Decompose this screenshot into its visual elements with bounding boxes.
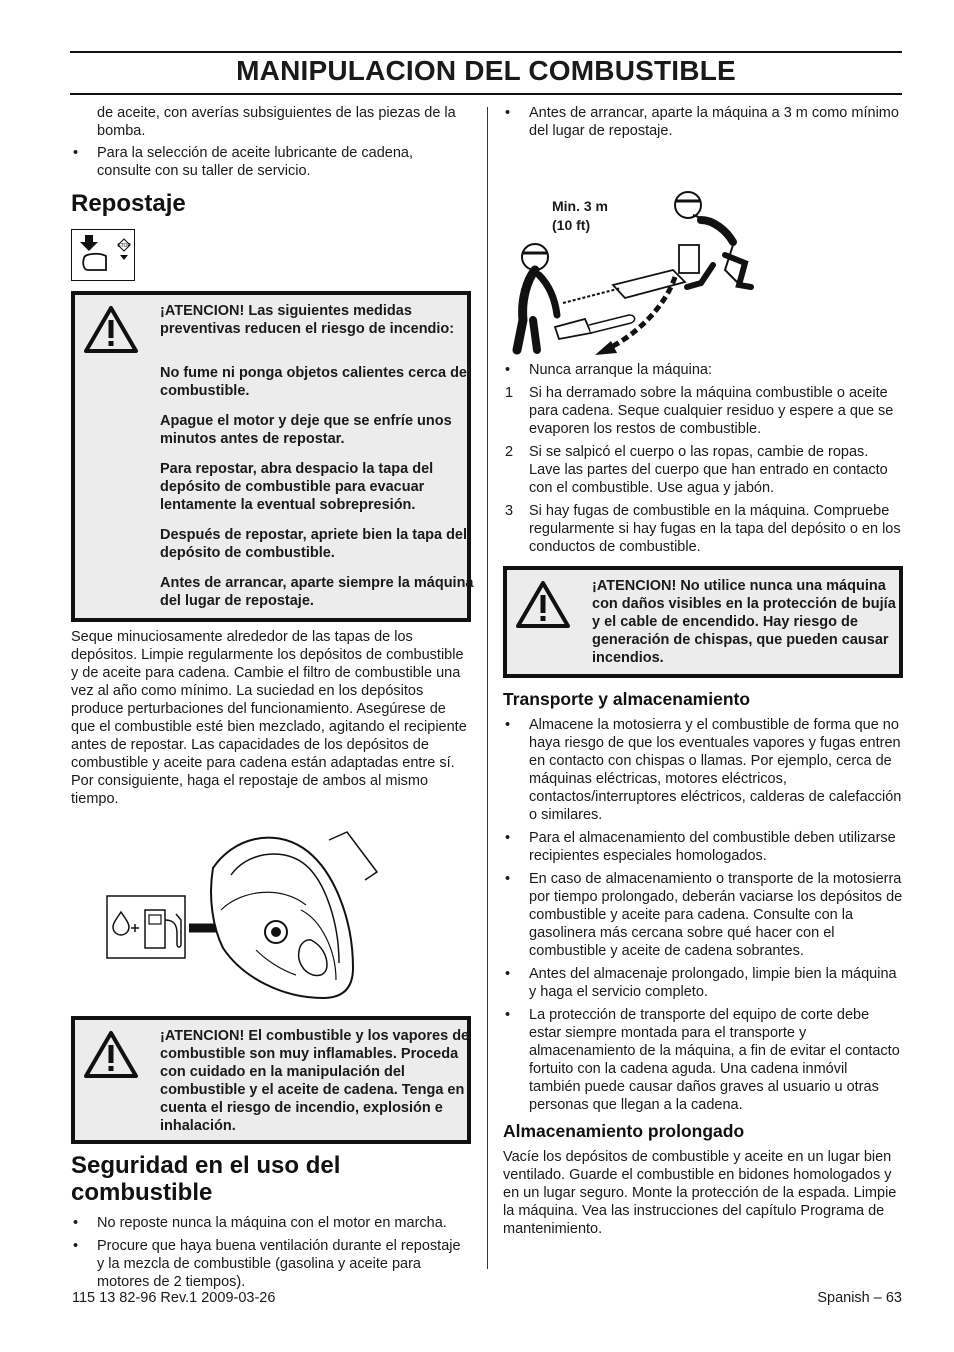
page-title: MANIPULACION DEL COMBUSTIBLE	[236, 55, 736, 86]
warning-triangle-icon	[515, 580, 571, 630]
warning-item: No fume ni ponga objetos calientes cerca del combustible.	[160, 365, 472, 399]
list-item: • Procure que haya buena ventilación durante el repostaje y la mezcla de combustible (gasolina y aceite para motores de 2 tiempos).	[73, 1238, 461, 1290]
section-heading-seguridad: Seguridad en el uso del combustible	[71, 1152, 341, 1206]
list-item: • La protección de transporte del equipo de corte debe estar siempre montada para el transporte y almacenamiento de la máquina, a fin de evitar el contacto fortuito con la cadena aguda. Una cadena inmóvil también puede causar daños graves al usuario u otras personas que llegan a la cadena.	[505, 1007, 900, 1113]
list-item: • Para la selección de aceite lubricante de cadena, consulte con su taller de servicio.	[73, 145, 413, 179]
left-column	[71, 104, 474, 1296]
list-item: • Almacene la motosierra y el combustible de forma que no haya riesgo de que los eventuales vapores y fugas entren en contacto con chispas o llamas. Por ejemplo, cerca de máquinas eléctricas, motores eléctricos, contactos/interruptores eléctricos, calderas de calefacción o similares.	[505, 717, 902, 823]
distance-label: Min. 3 m (10 ft)	[552, 198, 609, 233]
column-divider	[487, 107, 488, 1269]
warning-triangle-icon	[83, 1030, 139, 1080]
warning-item: Apague el motor y deje que se enfríe unos minutos antes de repostar.	[160, 413, 452, 447]
warning-box-spark	[503, 566, 903, 678]
right-column	[503, 104, 903, 1238]
top-rule	[70, 51, 902, 53]
numbered-item: 3 Si hay fugas de combustible en la máquina. Compruebe regularmente si hay fugas en la tapa del depósito o en los conductos de combustible.	[505, 503, 901, 555]
warning-item: Para repostar, abra despacio la tapa del depósito de combustible para evacuar lentamente la eventual sobrepresión.	[160, 461, 434, 513]
warning-lead: ¡ATENCION! Las siguientes medidas preventivas reducen el riesgo de incendio:	[160, 303, 455, 337]
list-item: • Antes de arrancar, aparte la máquina a 3 m como mínimo del lugar de repostaje.	[505, 105, 899, 139]
warning-box-flammable	[71, 1016, 471, 1144]
list-item: • Antes del almacenaje prolongado, limpie bien la máquina y haga el servicio completo.	[505, 966, 897, 1000]
section-heading-almacenamiento: Almacenamiento prolongado	[503, 1121, 745, 1141]
body-paragraph: Vacíe los depósitos de combustible y aceite en un lugar bien ventilado. Guarde el combustible en bidones homologados y en un lugar seguro. Monte la protección de la espada. Limpie la máquina. Vea las instrucciones del capítulo Programa de mantenimiento.	[503, 1149, 897, 1237]
refuel-stop-icon	[71, 229, 135, 281]
warning-triangle-icon	[83, 305, 139, 355]
transporte-list	[503, 716, 903, 1114]
section-heading-repostaje: Repostaje	[71, 190, 186, 217]
intro-continuation: de aceite, con averías subsiguientes de las piezas de la bomba.	[97, 105, 456, 139]
list-item: • En caso de almacenamiento o transporte de la motosierra por tiempo prolongado, deberán vaciarse los depósitos de combustible y aceite para cadena. Consulte con la gasolinera más cercana sobre qué hacer con el combustible y aceite de cadena sobrantes.	[505, 871, 903, 959]
seguridad-list	[71, 1214, 471, 1291]
page-number: Spanish – 63	[817, 1290, 902, 1306]
list-item: • No reposte nunca la máquina con el motor en marcha.	[73, 1215, 447, 1231]
numbered-item: 2 Si se salpicó el cuerpo o las ropas, cambie de ropas. Lave las partes del cuerpo que han entrado en contacto con el combustible. Use agua y jabón.	[505, 444, 888, 496]
list-item: • Nunca arranque la máquina:	[505, 362, 712, 378]
svg-text:STOP: STOP	[117, 243, 131, 249]
title-rule	[70, 93, 902, 95]
fuel-tank-illustration	[71, 820, 471, 1010]
numbered-list	[503, 384, 903, 556]
distance-list	[503, 104, 903, 140]
doc-number: 115 13 82-96 Rev.1 2009-03-26	[72, 1290, 276, 1306]
warning-item: Antes de arrancar, aparte siempre la máquina del lugar de repostaje.	[160, 575, 474, 609]
numbered-item: 1 Si ha derramado sobre la máquina combustible o aceite para cadena. Seque cualquier residuo y espere a que se evaporen los restos de combustible.	[505, 385, 894, 437]
refuel-distance-illustration	[503, 145, 903, 355]
warning-text: ¡ATENCION! El combustible y los vapores de combustible son muy inflamables. Proceda con cuidado en la manipulación del combustible y el aceite de cadena. Tenga en cuenta el riesgo de incendio, explosión e inhalación.	[160, 1028, 470, 1134]
body-paragraph: Seque minuciosamente alrededor de las tapas de los depósitos. Limpie regularmente los depósitos de combustible y de aceite para cadena. Cambie el filtro de combustible una vez al año como mínimo. La suciedad en los depósitos produce perturbaciones del funcionamiento. Asegúrese de que el combustible esté bien mezclado, agitando el recipiente antes de repostar. Las capacidades de los depósitos de combustible y aceite para cadena están adaptadas entre sí. Por consiguiente, haga el repostaje de ambos al mismo tiempo.	[71, 629, 467, 807]
warning-box-fire	[71, 291, 474, 622]
intro-list	[71, 144, 471, 180]
warning-text: ¡ATENCION! No utilice nunca una máquina con daños visibles en la protección de bujía y el cable de encendido. Hay riesgo de generación de chispas, que pueden causar incendios.	[592, 578, 896, 666]
warning-item: Después de repostar, apriete bien la tapa del depósito de combustible.	[160, 527, 468, 561]
section-heading-transporte: Transporte y almacenamiento	[503, 689, 751, 709]
list-item: • Para el almacenamiento del combustible deben utilizarse recipientes especiales homologados.	[505, 830, 896, 864]
never-start-list	[503, 361, 903, 379]
